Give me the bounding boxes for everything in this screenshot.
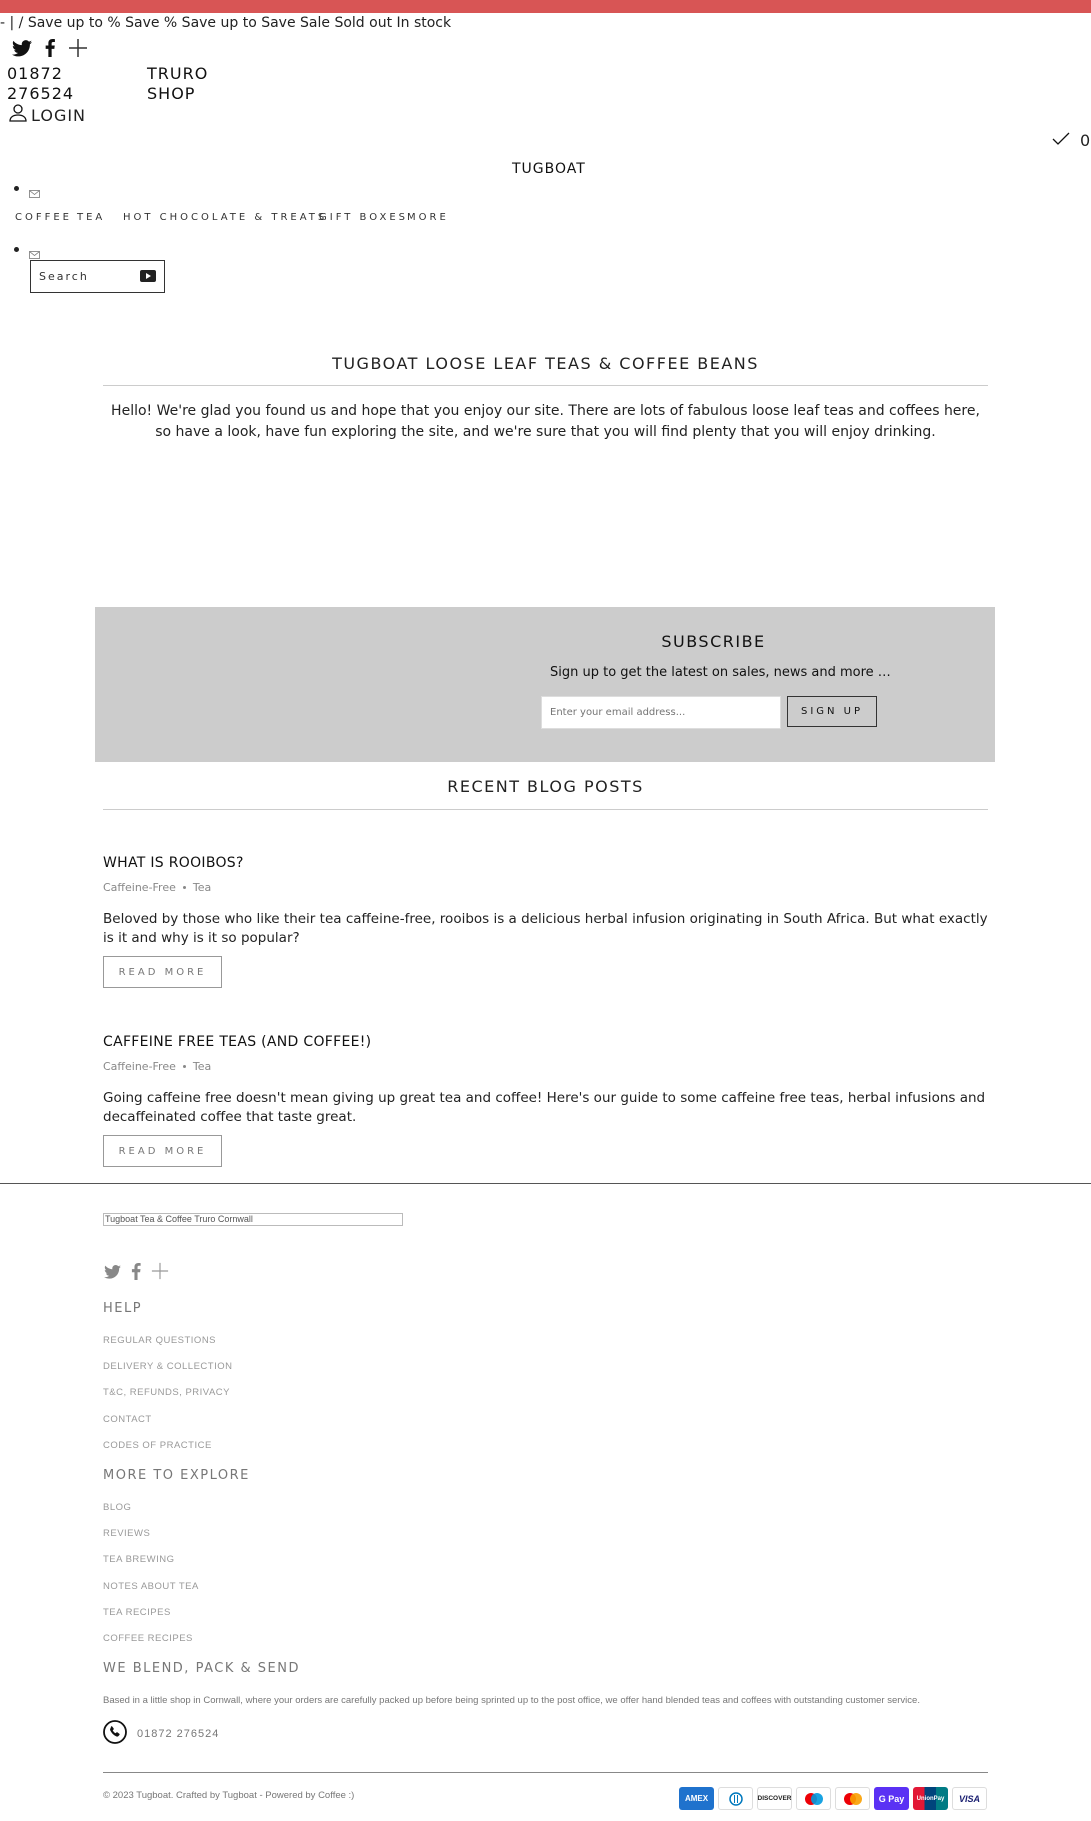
- discover-icon: DISCOVER: [757, 1787, 792, 1810]
- separator-dot: [183, 886, 186, 889]
- login-label: LOGIN: [31, 105, 87, 125]
- footer-social-links: [104, 1262, 169, 1284]
- post-excerpt: Going caffeine free doesn't mean giving up great tea and coffee! Here's our guide to some caffeine free teas, herbal infusions and decaffeinated coffee that taste great.: [103, 1090, 986, 1125]
- diners-icon: [718, 1787, 753, 1810]
- top-announcement-bar: [0, 0, 1091, 13]
- unionpay-icon: UnionPay: [913, 1787, 948, 1810]
- main-nav: [15, 212, 457, 223]
- post-tag[interactable]: Tea: [192, 881, 212, 894]
- blog-section-title: RECENT BLOG POSTS: [447, 777, 644, 796]
- email-field[interactable]: [541, 696, 781, 729]
- truro-shop-link[interactable]: TRURO SHOP: [147, 64, 209, 103]
- nav-item-gift-boxes[interactable]: GIFT BOXES: [319, 212, 408, 223]
- copyright-text: © 2023 Tugboat. Crafted by Tugboat - Powered by Coffee :): [103, 1790, 355, 1801]
- twitter-icon[interactable]: [12, 40, 32, 57]
- footer-link-blog[interactable]: BLOG: [103, 1502, 132, 1513]
- footer-link-contact[interactable]: CONTACT: [103, 1414, 152, 1425]
- amex-icon: AMEX: [679, 1787, 714, 1810]
- twitter-icon[interactable]: [104, 1264, 121, 1283]
- login-link[interactable]: [9, 104, 86, 126]
- checkmark-icon: [1052, 131, 1070, 150]
- footer-about-heading: WE BLEND, PACK & SEND: [103, 1661, 300, 1676]
- footer-brand-image[interactable]: Tugboat Tea & Coffee Truro Cornwall: [103, 1213, 403, 1226]
- search-placeholder: Search: [39, 270, 89, 283]
- footer-link-delivery[interactable]: DELIVERY & COLLECTION: [103, 1361, 233, 1372]
- nav-item-coffee[interactable]: COFFEE: [15, 212, 72, 223]
- footer-explore-heading: MORE TO EXPLORE: [103, 1468, 250, 1483]
- footer-link-coffee-recipes[interactable]: COFFEE RECIPES: [103, 1633, 193, 1644]
- post-excerpt: Beloved by those who like their tea caffeine-free, rooibos is a delicious herbal infusion originating in South Africa. But what exactly is it and why is it so popular?: [103, 911, 988, 946]
- nav-item-more[interactable]: MORE: [407, 212, 449, 223]
- post-title[interactable]: WHAT IS ROOIBOS?: [103, 855, 244, 871]
- divider: [103, 385, 988, 386]
- phone-icon: [103, 1720, 127, 1747]
- payment-methods: [679, 1787, 987, 1810]
- footer-divider: [0, 1183, 1091, 1184]
- divider: [103, 809, 988, 810]
- footer-help-heading: HELP: [103, 1301, 143, 1316]
- post-title[interactable]: CAFFEINE FREE TEAS (AND COFFEE!): [103, 1034, 372, 1050]
- sign-up-button[interactable]: SIGN UP: [787, 696, 877, 727]
- cart-link[interactable]: [1052, 131, 1090, 150]
- intro-text: Hello! We're glad you found us and hope that you enjoy our site. There are lots of fabulous loose leaf teas and coffees here, so have a look, have fun exploring the site, and we're sure that you will find plenty that you will enjoy drinking.: [111, 403, 980, 440]
- user-icon: [9, 104, 27, 126]
- maestro-icon: [796, 1787, 831, 1810]
- facebook-icon[interactable]: [131, 1263, 141, 1284]
- footer-about-text: Based in a little shop in Cornwall, where your orders are carefully packed up before being sprinted up to the post office, we offer hand blended teas and coffees with outstanding customer service.: [103, 1695, 920, 1706]
- promo-text: - | / Save up to % Save % Save up to Save Sale Sold out In stock: [0, 15, 452, 31]
- footer-link-notes-about-tea[interactable]: NOTES ABOUT TEA: [103, 1581, 199, 1592]
- subscribe-title: SUBSCRIBE: [661, 632, 766, 651]
- search-input[interactable]: [30, 260, 165, 293]
- post-tags: [103, 1060, 211, 1073]
- header-social-links: [12, 38, 88, 58]
- footer-phone[interactable]: [103, 1720, 219, 1747]
- list-bullet: [14, 247, 19, 252]
- footer-link-terms[interactable]: T&C, REFUNDS, PRIVACY: [103, 1387, 230, 1398]
- footer-bottom-divider: [103, 1772, 988, 1773]
- read-more-button[interactable]: READ MORE: [103, 1135, 222, 1167]
- subscribe-section: [95, 607, 995, 762]
- nav-item-tea[interactable]: TEA: [77, 212, 106, 223]
- header-phone[interactable]: 01872 276524: [7, 64, 75, 103]
- read-more-button[interactable]: READ MORE: [103, 956, 222, 988]
- post-tag[interactable]: Tea: [192, 1060, 212, 1073]
- footer-link-regular-questions[interactable]: REGULAR QUESTIONS: [103, 1335, 217, 1346]
- list-bullet: [14, 186, 19, 191]
- subscribe-text: Sign up to get the latest on sales, news and more …: [550, 665, 891, 680]
- post-tags: [103, 881, 211, 894]
- mastercard-icon: [835, 1787, 870, 1810]
- footer-link-tea-recipes[interactable]: TEA RECIPES: [103, 1607, 171, 1618]
- footer-phone-number: 01872 276524: [137, 1727, 220, 1740]
- post-tag[interactable]: Caffeine-Free: [103, 881, 176, 894]
- cart-count: 0: [1080, 131, 1091, 150]
- footer-link-codes-of-practice[interactable]: CODES OF PRACTICE: [103, 1440, 212, 1451]
- header-contact: [7, 64, 217, 104]
- footer-link-reviews[interactable]: REVIEWS: [103, 1528, 151, 1539]
- intro-title: TUGBOAT LOOSE LEAF TEAS & COFFEE BEANS: [332, 354, 759, 373]
- separator-dot: [183, 1065, 186, 1068]
- visa-icon: VISA: [952, 1787, 987, 1810]
- gpay-icon: G Pay: [874, 1787, 909, 1810]
- mail-icon[interactable]: [29, 183, 40, 202]
- facebook-icon[interactable]: [44, 39, 56, 57]
- post-tag[interactable]: Caffeine-Free: [103, 1060, 176, 1073]
- plus-icon[interactable]: [151, 1262, 169, 1284]
- nav-item-hot-chocolate[interactable]: HOT CHOCOLATE & TREATS: [123, 212, 328, 223]
- site-logo[interactable]: TUGBOAT: [512, 161, 586, 177]
- plus-icon[interactable]: [68, 38, 88, 58]
- footer-link-tea-brewing[interactable]: TEA BREWING: [103, 1554, 175, 1565]
- search-submit-icon[interactable]: [140, 267, 156, 286]
